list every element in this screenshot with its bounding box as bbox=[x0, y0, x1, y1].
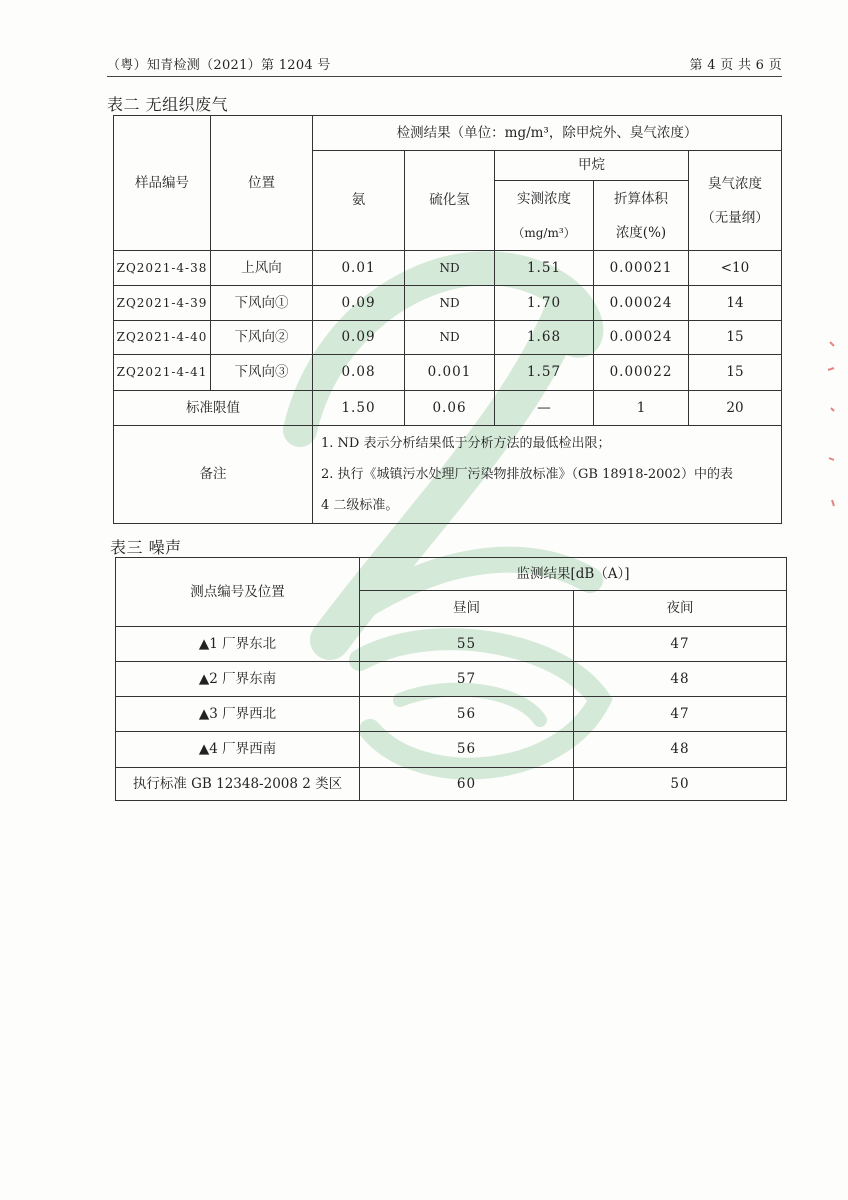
seal-edge-mark bbox=[820, 330, 840, 520]
cell-standard: 执行标准 GB 12348-2008 2 类区 bbox=[116, 768, 360, 801]
header-odor-unit: （无量纲） bbox=[701, 209, 769, 226]
table2-title: 表二 无组织废气 bbox=[107, 95, 229, 114]
limit-h2s: 0.06 bbox=[405, 391, 495, 426]
table-row bbox=[114, 355, 782, 391]
cell-methane-measured: 1.57 bbox=[495, 355, 594, 391]
table-row bbox=[114, 286, 782, 321]
cell-ammonia: 0.09 bbox=[313, 286, 405, 321]
limit-ammonia: 1.50 bbox=[313, 391, 405, 426]
report-number: （粤）知青检测（2021）第 1204 号 bbox=[107, 58, 331, 73]
header-methane-volume-label: 折算体积 bbox=[614, 190, 668, 207]
cell-methane-volume: 0.00021 bbox=[594, 251, 689, 286]
header-ammonia: 氨 bbox=[313, 151, 405, 251]
cell-point: ▲1 厂界东北 bbox=[116, 627, 360, 662]
cell-sample-no: ZQ2021-4-41 bbox=[114, 355, 211, 391]
cell-odor: 14 bbox=[689, 286, 782, 321]
limit-methane-volume: 1 bbox=[594, 391, 689, 426]
cell-standard-night: 50 bbox=[574, 768, 787, 801]
header-point: 测点编号及位置 bbox=[116, 558, 360, 627]
limit-row bbox=[114, 391, 782, 426]
cell-methane-volume: 0.00024 bbox=[594, 286, 689, 321]
cell-night: 48 bbox=[574, 732, 787, 768]
table-row bbox=[114, 321, 782, 355]
cell-sample-no: ZQ2021-4-39 bbox=[114, 286, 211, 321]
header-night: 夜间 bbox=[574, 591, 787, 627]
table-row bbox=[116, 627, 787, 662]
cell-position: 下风向① bbox=[211, 286, 313, 321]
header-methane-volume-unit: 浓度(%) bbox=[615, 224, 667, 241]
cell-sample-no: ZQ2021-4-38 bbox=[114, 251, 211, 286]
remark-line: 2. 执行《城镇污水处理厂污染物排放标准》（GB 18918-2002）中的表 bbox=[321, 467, 733, 482]
cell-day: 55 bbox=[360, 627, 574, 662]
standard-row bbox=[116, 768, 787, 801]
table-row bbox=[114, 251, 782, 286]
cell-methane-volume: 0.00022 bbox=[594, 355, 689, 391]
cell-night: 47 bbox=[574, 697, 787, 732]
unorganized-gas-table bbox=[113, 115, 782, 524]
limit-label: 标准限值 bbox=[114, 391, 313, 426]
header-methane-measured-unit: （mg/m³） bbox=[512, 225, 576, 240]
table3-title: 表三 噪声 bbox=[110, 538, 182, 557]
header-methane: 甲烷 bbox=[495, 151, 689, 181]
remarks-label: 备注 bbox=[114, 426, 313, 524]
cell-ammonia: 0.09 bbox=[313, 321, 405, 355]
cell-methane-measured: 1.70 bbox=[495, 286, 594, 321]
remarks-row bbox=[114, 426, 782, 524]
cell-day: 56 bbox=[360, 732, 574, 768]
noise-table bbox=[115, 557, 787, 801]
cell-h2s: ND bbox=[405, 251, 495, 286]
header-position: 位置 bbox=[211, 116, 313, 251]
page-indicator: 第 4 页 共 6 页 bbox=[689, 58, 782, 73]
table-row bbox=[116, 732, 787, 768]
cell-day: 56 bbox=[360, 697, 574, 732]
remark-line: 1. ND 表示分析结果低于分析方法的最低检出限； bbox=[321, 436, 611, 451]
cell-ammonia: 0.01 bbox=[313, 251, 405, 286]
header-h2s: 硫化氢 bbox=[405, 151, 495, 251]
header-noise-result: 监测结果[dB（A）] bbox=[360, 558, 787, 591]
cell-odor: 15 bbox=[689, 355, 782, 391]
header-odor bbox=[689, 151, 782, 251]
header-result-group: 检测结果（单位：mg/m³，除甲烷外、臭气浓度） bbox=[313, 116, 782, 151]
cell-point: ▲2 厂界东南 bbox=[116, 662, 360, 697]
cell-h2s: ND bbox=[405, 286, 495, 321]
cell-day: 57 bbox=[360, 662, 574, 697]
cell-methane-volume: 0.00024 bbox=[594, 321, 689, 355]
table-header-row bbox=[116, 558, 787, 591]
cell-odor: <10 bbox=[689, 251, 782, 286]
cell-sample-no: ZQ2021-4-40 bbox=[114, 321, 211, 355]
remark-line: 4 二级标准。 bbox=[321, 498, 399, 513]
remarks-content bbox=[313, 426, 782, 524]
cell-position: 下风向③ bbox=[211, 355, 313, 391]
limit-odor: 20 bbox=[689, 391, 782, 426]
header-methane-measured bbox=[495, 181, 594, 251]
cell-position: 下风向② bbox=[211, 321, 313, 355]
header-methane-volume bbox=[594, 181, 689, 251]
cell-point: ▲4 厂界西南 bbox=[116, 732, 360, 768]
header-day: 昼间 bbox=[360, 591, 574, 627]
cell-methane-measured: 1.51 bbox=[495, 251, 594, 286]
header-divider bbox=[107, 76, 782, 77]
cell-h2s: ND bbox=[405, 321, 495, 355]
table-header-row bbox=[114, 116, 782, 151]
cell-methane-measured: 1.68 bbox=[495, 321, 594, 355]
cell-ammonia: 0.08 bbox=[313, 355, 405, 391]
cell-standard-day: 60 bbox=[360, 768, 574, 801]
cell-point: ▲3 厂界西北 bbox=[116, 697, 360, 732]
table-row bbox=[116, 697, 787, 732]
header-methane-measured-label: 实测浓度 bbox=[517, 190, 571, 207]
header-sample-no: 样品编号 bbox=[114, 116, 211, 251]
table-row bbox=[116, 662, 787, 697]
cell-h2s: 0.001 bbox=[405, 355, 495, 391]
cell-odor: 15 bbox=[689, 321, 782, 355]
cell-night: 48 bbox=[574, 662, 787, 697]
limit-methane-measured: — bbox=[495, 391, 594, 426]
header-odor-label: 臭气浓度 bbox=[708, 175, 762, 192]
cell-position: 上风向 bbox=[211, 251, 313, 286]
cell-night: 47 bbox=[574, 627, 787, 662]
